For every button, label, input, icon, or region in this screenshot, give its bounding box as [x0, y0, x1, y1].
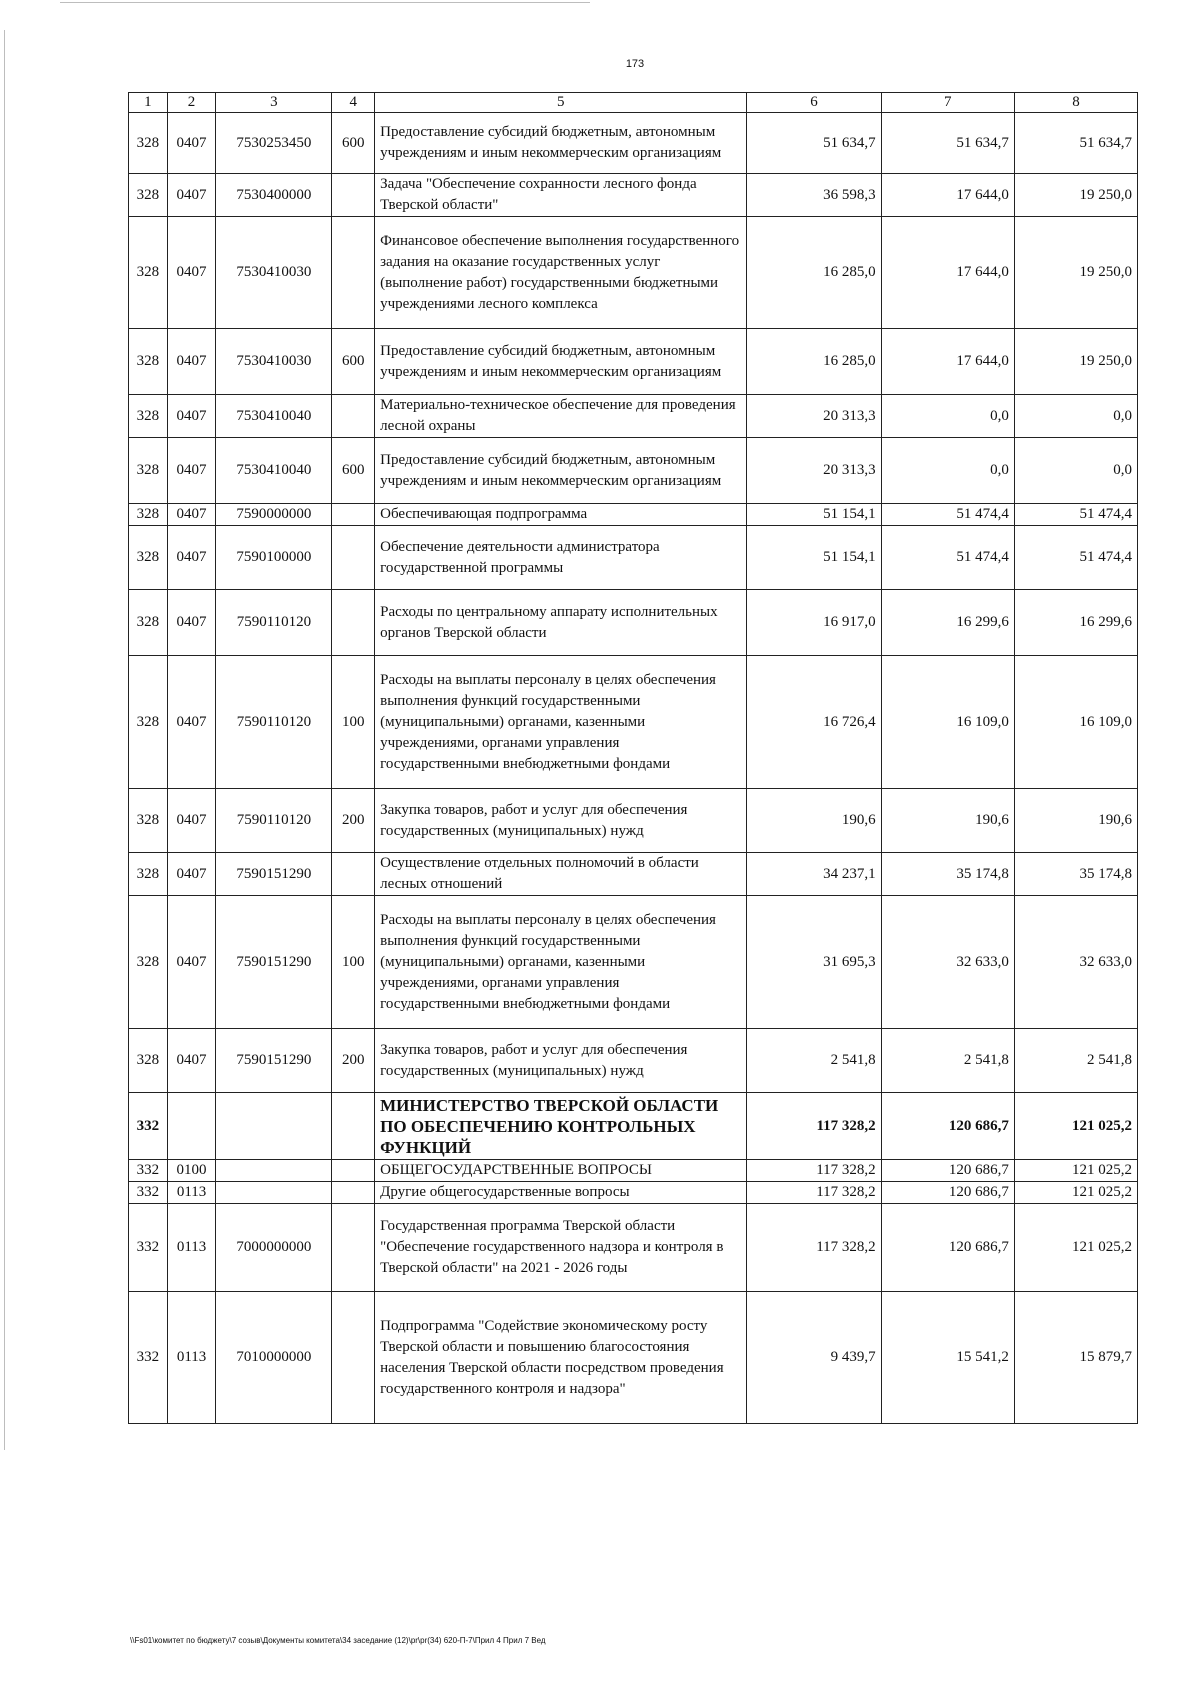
cell-section: 0407 — [167, 896, 216, 1029]
table-row — [129, 395, 1138, 438]
cell-amount-1: 190,6 — [747, 789, 881, 853]
cell-expense-type: 100 — [332, 656, 375, 789]
cell-amount-1: 20 313,3 — [747, 438, 881, 504]
cell-target-code — [216, 1160, 332, 1182]
cell-admin: 332 — [129, 1292, 168, 1424]
cell-amount-1: 117 328,2 — [747, 1093, 881, 1160]
cell-target-code: 7530410040 — [216, 395, 332, 438]
cell-expense-type: 600 — [332, 113, 375, 174]
cell-amount-1: 2 541,8 — [747, 1029, 881, 1093]
cell-amount-2: 2 541,8 — [881, 1029, 1014, 1093]
cell-expense-type — [332, 395, 375, 438]
table-row — [129, 1292, 1138, 1424]
table-row — [129, 853, 1138, 896]
cell-amount-1: 117 328,2 — [747, 1160, 881, 1182]
cell-amount-3: 19 250,0 — [1014, 174, 1137, 217]
cell-amount-3: 19 250,0 — [1014, 329, 1137, 395]
cell-admin: 328 — [129, 656, 168, 789]
cell-description: МИНИСТЕРСТВО ТВЕРСКОЙ ОБЛАСТИ ПО ОБЕСПЕЧЕНИЮ КОНТРОЛЬНЫХ ФУНКЦИЙ — [375, 1093, 747, 1160]
cell-admin: 328 — [129, 853, 168, 896]
cell-expense-type: 200 — [332, 789, 375, 853]
header-row — [129, 93, 1138, 113]
cell-description: Задача "Обеспечение сохранности лесного фонда Тверской области" — [375, 174, 747, 217]
table-row — [129, 504, 1138, 526]
cell-amount-3: 121 025,2 — [1014, 1204, 1137, 1292]
table-row — [129, 113, 1138, 174]
table-row — [129, 789, 1138, 853]
cell-amount-3: 35 174,8 — [1014, 853, 1137, 896]
cell-description: Предоставление субсидий бюджетным, автономным учреждениям и иным некоммерческим организациям — [375, 113, 747, 174]
cell-amount-2: 15 541,2 — [881, 1292, 1014, 1424]
cell-expense-type: 100 — [332, 896, 375, 1029]
cell-target-code: 7000000000 — [216, 1204, 332, 1292]
cell-expense-type: 600 — [332, 438, 375, 504]
col-header: 8 — [1014, 93, 1137, 113]
cell-amount-2: 120 686,7 — [881, 1182, 1014, 1204]
table-row — [129, 329, 1138, 395]
cell-amount-1: 117 328,2 — [747, 1182, 881, 1204]
cell-target-code: 7590000000 — [216, 504, 332, 526]
cell-section: 0407 — [167, 329, 216, 395]
table-row — [129, 656, 1138, 789]
cell-target-code: 7530410030 — [216, 217, 332, 329]
col-header: 1 — [129, 93, 168, 113]
cell-amount-3: 121 025,2 — [1014, 1093, 1137, 1160]
cell-target-code: 7590110120 — [216, 656, 332, 789]
cell-amount-1: 16 285,0 — [747, 329, 881, 395]
cell-amount-2: 17 644,0 — [881, 174, 1014, 217]
table-row — [129, 438, 1138, 504]
cell-amount-3: 0,0 — [1014, 395, 1137, 438]
cell-description: Другие общегосударственные вопросы — [375, 1182, 747, 1204]
col-header: 7 — [881, 93, 1014, 113]
cell-amount-1: 16 285,0 — [747, 217, 881, 329]
cell-expense-type — [332, 1182, 375, 1204]
cell-section: 0407 — [167, 217, 216, 329]
cell-admin: 328 — [129, 113, 168, 174]
cell-target-code: 7590151290 — [216, 1029, 332, 1093]
cell-admin: 328 — [129, 789, 168, 853]
cell-description: Расходы по центральному аппарату исполнительных органов Тверской области — [375, 590, 747, 656]
scan-edge-left — [4, 30, 5, 1450]
cell-section: 0407 — [167, 504, 216, 526]
cell-amount-2: 190,6 — [881, 789, 1014, 853]
table-row — [129, 1093, 1138, 1160]
cell-admin: 332 — [129, 1204, 168, 1292]
cell-section: 0407 — [167, 113, 216, 174]
cell-expense-type — [332, 853, 375, 896]
cell-admin: 328 — [129, 438, 168, 504]
cell-amount-2: 17 644,0 — [881, 329, 1014, 395]
cell-target-code: 7590110120 — [216, 789, 332, 853]
cell-admin: 328 — [129, 395, 168, 438]
table-row — [129, 1029, 1138, 1093]
cell-amount-3: 51 634,7 — [1014, 113, 1137, 174]
cell-expense-type — [332, 1093, 375, 1160]
cell-section: 0113 — [167, 1204, 216, 1292]
cell-description: Осуществление отдельных полномочий в области лесных отношений — [375, 853, 747, 896]
cell-description: Обеспечивающая подпрограмма — [375, 504, 747, 526]
cell-expense-type: 200 — [332, 1029, 375, 1093]
cell-section: 0407 — [167, 853, 216, 896]
cell-expense-type — [332, 590, 375, 656]
cell-description: Предоставление субсидий бюджетным, автономным учреждениям и иным некоммерческим организациям — [375, 438, 747, 504]
cell-amount-1: 51 154,1 — [747, 504, 881, 526]
cell-amount-2: 16 299,6 — [881, 590, 1014, 656]
col-header: 4 — [332, 93, 375, 113]
cell-description: Расходы на выплаты персоналу в целях обеспечения выполнения функций государственными (муниципальными) органами, казенными учреждениями, органами управления государственными внебюджетными фондами — [375, 656, 747, 789]
cell-amount-2: 0,0 — [881, 395, 1014, 438]
cell-amount-3: 15 879,7 — [1014, 1292, 1137, 1424]
cell-amount-2: 16 109,0 — [881, 656, 1014, 789]
cell-amount-3: 190,6 — [1014, 789, 1137, 853]
cell-expense-type — [332, 174, 375, 217]
cell-section: 0113 — [167, 1292, 216, 1424]
cell-expense-type — [332, 1292, 375, 1424]
cell-admin: 328 — [129, 174, 168, 217]
cell-amount-3: 2 541,8 — [1014, 1029, 1137, 1093]
cell-section: 0407 — [167, 1029, 216, 1093]
cell-amount-2: 17 644,0 — [881, 217, 1014, 329]
cell-amount-2: 32 633,0 — [881, 896, 1014, 1029]
cell-description: Подпрограмма "Содействие экономическому росту Тверской области и повышению благосостояния населения Тверской области посредством проведения государственного контроля и надзора" — [375, 1292, 747, 1424]
cell-amount-2: 35 174,8 — [881, 853, 1014, 896]
cell-target-code: 7590100000 — [216, 526, 332, 590]
cell-amount-1: 51 154,1 — [747, 526, 881, 590]
cell-amount-2: 120 686,7 — [881, 1204, 1014, 1292]
col-header: 2 — [167, 93, 216, 113]
cell-section: 0407 — [167, 438, 216, 504]
table-row — [129, 590, 1138, 656]
table-row — [129, 896, 1138, 1029]
cell-description: Обеспечение деятельности администратора государственной программы — [375, 526, 747, 590]
cell-amount-1: 36 598,3 — [747, 174, 881, 217]
cell-amount-3: 121 025,2 — [1014, 1182, 1137, 1204]
cell-admin: 328 — [129, 504, 168, 526]
scan-edge-top — [60, 2, 590, 3]
cell-amount-1: 31 695,3 — [747, 896, 881, 1029]
cell-description: Финансовое обеспечение выполнения государственного задания на оказание государственных услуг (выполнение работ) государственными бюджетными учреждениями лесного комплекса — [375, 217, 747, 329]
table-row — [129, 174, 1138, 217]
cell-admin: 332 — [129, 1093, 168, 1160]
cell-expense-type — [332, 526, 375, 590]
cell-section: 0407 — [167, 789, 216, 853]
cell-target-code — [216, 1093, 332, 1160]
cell-expense-type — [332, 217, 375, 329]
cell-amount-3: 16 299,6 — [1014, 590, 1137, 656]
cell-amount-3: 51 474,4 — [1014, 504, 1137, 526]
cell-amount-3: 0,0 — [1014, 438, 1137, 504]
cell-target-code: 7530410030 — [216, 329, 332, 395]
cell-admin: 328 — [129, 1029, 168, 1093]
cell-description: Закупка товаров, работ и услуг для обеспечения государственных (муниципальных) нужд — [375, 789, 747, 853]
cell-amount-2: 120 686,7 — [881, 1160, 1014, 1182]
cell-description: Предоставление субсидий бюджетным, автономным учреждениям и иным некоммерческим организациям — [375, 329, 747, 395]
col-header: 6 — [747, 93, 881, 113]
cell-amount-3: 16 109,0 — [1014, 656, 1137, 789]
cell-section: 0407 — [167, 590, 216, 656]
cell-target-code: 7590151290 — [216, 896, 332, 1029]
cell-amount-1: 9 439,7 — [747, 1292, 881, 1424]
cell-amount-2: 51 474,4 — [881, 526, 1014, 590]
cell-target-code — [216, 1182, 332, 1204]
cell-description: ОБЩЕГОСУДАРСТВЕННЫЕ ВОПРОСЫ — [375, 1160, 747, 1182]
cell-target-code: 7010000000 — [216, 1292, 332, 1424]
cell-amount-2: 120 686,7 — [881, 1093, 1014, 1160]
table-row — [129, 1160, 1138, 1182]
cell-target-code: 7530400000 — [216, 174, 332, 217]
cell-expense-type — [332, 1204, 375, 1292]
cell-section: 0407 — [167, 656, 216, 789]
cell-amount-3: 51 474,4 — [1014, 526, 1137, 590]
budget-table — [128, 92, 1138, 1424]
table-row — [129, 1204, 1138, 1292]
cell-amount-2: 51 474,4 — [881, 504, 1014, 526]
cell-expense-type — [332, 1160, 375, 1182]
cell-description: Государственная программа Тверской области "Обеспечение государственного надзора и контроля в Тверской области" на 2021 - 2026 годы — [375, 1204, 747, 1292]
cell-admin: 332 — [129, 1182, 168, 1204]
cell-target-code: 7590110120 — [216, 590, 332, 656]
table-row — [129, 526, 1138, 590]
cell-target-code: 7530253450 — [216, 113, 332, 174]
cell-amount-2: 0,0 — [881, 438, 1014, 504]
cell-description: Расходы на выплаты персоналу в целях обеспечения выполнения функций государственными (муниципальными) органами, казенными учреждениями, органами управления государственными внебюджетными фондами — [375, 896, 747, 1029]
cell-admin: 332 — [129, 1160, 168, 1182]
cell-amount-1: 51 634,7 — [747, 113, 881, 174]
cell-admin: 328 — [129, 329, 168, 395]
cell-expense-type: 600 — [332, 329, 375, 395]
cell-admin: 328 — [129, 590, 168, 656]
footer-file-path: \\Fs01\комитет по бюджету\7 созыв\Документы комитета\34 заседание (12)\pr\pr(34) 620-П-7\Прил 4 Прил 7 Вед — [130, 1636, 546, 1645]
col-header: 3 — [216, 93, 332, 113]
cell-amount-1: 117 328,2 — [747, 1204, 881, 1292]
cell-admin: 328 — [129, 526, 168, 590]
table-row — [129, 217, 1138, 329]
cell-section: 0407 — [167, 526, 216, 590]
table-row — [129, 1182, 1138, 1204]
cell-amount-1: 16 917,0 — [747, 590, 881, 656]
page-number: 173 — [625, 58, 645, 70]
cell-description: Материально-техническое обеспечение для проведения лесной охраны — [375, 395, 747, 438]
cell-amount-1: 16 726,4 — [747, 656, 881, 789]
cell-amount-2: 51 634,7 — [881, 113, 1014, 174]
cell-section: 0407 — [167, 174, 216, 217]
cell-admin: 328 — [129, 896, 168, 1029]
cell-description: Закупка товаров, работ и услуг для обеспечения государственных (муниципальных) нужд — [375, 1029, 747, 1093]
col-header: 5 — [375, 93, 747, 113]
cell-section: 0113 — [167, 1182, 216, 1204]
cell-amount-3: 121 025,2 — [1014, 1160, 1137, 1182]
cell-target-code: 7530410040 — [216, 438, 332, 504]
cell-section: 0407 — [167, 395, 216, 438]
cell-target-code: 7590151290 — [216, 853, 332, 896]
cell-expense-type — [332, 504, 375, 526]
cell-amount-3: 32 633,0 — [1014, 896, 1137, 1029]
cell-admin: 328 — [129, 217, 168, 329]
cell-amount-1: 20 313,3 — [747, 395, 881, 438]
cell-amount-3: 19 250,0 — [1014, 217, 1137, 329]
cell-section — [167, 1093, 216, 1160]
cell-section: 0100 — [167, 1160, 216, 1182]
cell-amount-1: 34 237,1 — [747, 853, 881, 896]
